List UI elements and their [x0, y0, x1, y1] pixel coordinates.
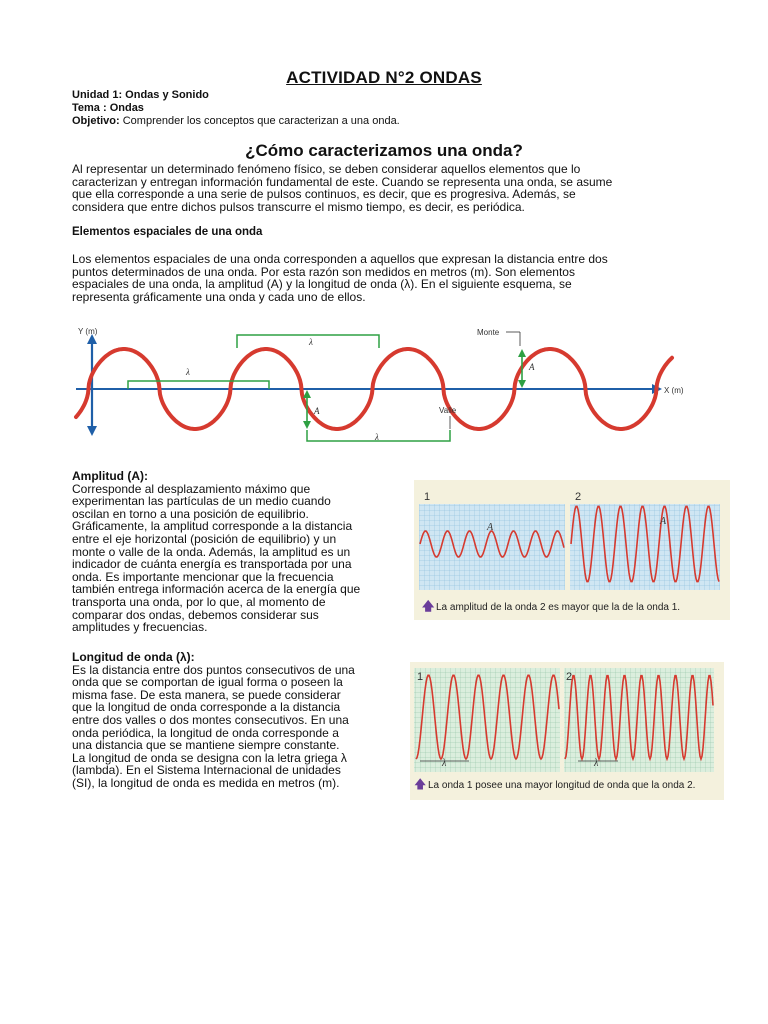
amplitude-line: oscilan en torno a una posición de equilibrio.: [72, 506, 309, 521]
intro-paragraph: [72, 163, 692, 213]
amplitude-figure-svg: [414, 480, 730, 620]
wavelength-line: La longitud de onda se designa con la letra griega λ: [72, 750, 347, 765]
spatial-heading: Elementos espaciales de una onda: [72, 226, 263, 238]
amp-panel-2-symbol: A: [660, 516, 667, 527]
wavelength-line: onda que se comportan de igual forma o poseen la: [72, 675, 343, 690]
intro-line: que ella corresponde a una serie de pulsos continuos, es decir, que es progresiva. Además, se: [72, 187, 576, 202]
wavelength-line: una distancia que se mantiene siempre constante.: [72, 738, 340, 753]
intro-line: considera que entre dichos pulsos transcurre el mismo tiempo, es decir, es periódica.: [72, 199, 525, 214]
meta-block: [72, 89, 400, 128]
amplitude-line: Gráficamente, la amplitud corresponde a la distancia: [72, 519, 353, 534]
lambda-bracket-2: [237, 335, 379, 348]
topic-label: Tema : Ondas: [72, 102, 144, 114]
caption-arrow-icon: 🡅: [422, 599, 435, 613]
wl-panel-1-label: 1: [417, 671, 424, 683]
amp-panel-1-label: 1: [424, 491, 431, 503]
lambda-bracket-1: [128, 381, 269, 389]
crest-label: Monte: [477, 328, 500, 337]
wavelength-caption: La onda 1 posee una mayor longitud de onda que la onda 2.: [428, 780, 696, 791]
spatial-line: representa gráficamente una onda y cada uno de ellos.: [72, 289, 366, 304]
caption-arrow-icon: 🡅: [414, 777, 427, 791]
amplitude-line: entre el eje horizontal (posición de equilibrio) y un: [72, 531, 337, 546]
amplitude-line: experimentan las partículas de un medio cuando: [72, 494, 331, 509]
amplitude-line: onda. Es importante mencionar que la frecuencia: [72, 569, 334, 584]
wavelength-figure-svg: [410, 662, 724, 800]
amplitude-line: también entrega información acerca de la energía que: [72, 582, 361, 597]
amplitude-section: [72, 470, 402, 634]
wave-diagram: [66, 320, 696, 450]
wavelength-figure: [410, 662, 724, 800]
wavelength-line: entre dos valles o dos montes consecutivos. En una: [72, 712, 349, 727]
amplitude-line: indicador de cuánta energía es transportada por una: [72, 557, 352, 572]
wl-panel-2-label: 2: [566, 671, 573, 683]
intro-line: caracterizan y entregan información fundamental de este. Cuando se representa una onda, se asume: [72, 174, 613, 189]
y-axis-label: Y (m): [78, 327, 98, 336]
amplitude-line: comparar dos ondas, debemos considerar sus: [72, 607, 319, 622]
amplitude-heading: Amplitud (A):: [72, 469, 148, 483]
spatial-paragraph: [72, 253, 692, 303]
wavelength-line: (lambda). En el Sistema Internacional de unidades: [72, 763, 341, 778]
wavelength-line: misma fase. De esta manera, se puede considerar: [72, 687, 341, 702]
spatial-line: puntos determinados de una onda. Por esta razón son medidos en metros (m). Son elementos: [72, 264, 575, 279]
wavelength-line: onda periódica, la longitud de onda corresponde a: [72, 725, 339, 740]
x-axis-label: X (m): [664, 386, 684, 395]
wavelength-heading: Longitud de onda (λ):: [72, 650, 195, 664]
unit-label: Unidad 1: Ondas y Sonido: [72, 89, 209, 101]
amplitude-line: transporta una onda, por lo que, al momento de: [72, 594, 326, 609]
amplitude-figure: [414, 480, 730, 620]
question-heading: ¿Cómo caracterizamos una onda?: [245, 141, 523, 160]
lambda-label-2: λ: [309, 337, 313, 347]
wavelength-line: (SI), la longitud de onda es medida en metros (m).: [72, 775, 340, 790]
amp-panel-1-symbol: A: [487, 522, 494, 533]
spatial-line: Los elementos espaciales de una onda corresponden a aquellos que expresan la distancia entre dos: [72, 252, 608, 266]
objective-label: Objetivo:: [72, 115, 120, 127]
lambda-label-3: λ: [375, 432, 379, 442]
lambda-label-1: λ: [186, 367, 190, 377]
amplitude-line: amplitudes y frecuencias.: [72, 620, 208, 635]
wl-panel-2-symbol: λ: [594, 758, 599, 769]
intro-line: Al representar un determinado fenómeno físico, se deben considerar aquellos elementos que lo: [72, 162, 581, 176]
amp-panel-2-label: 2: [575, 491, 582, 503]
amplitude-line: Corresponde al desplazamiento máximo que: [72, 481, 311, 496]
spatial-line: espaciales de una onda, la amplitud (A) y la longitud de onda (λ). En el siguiente esquema, se: [72, 277, 572, 292]
amplitude-line: monte o valle de la onda. Además, la amplitud es un: [72, 544, 351, 559]
wavelength-line: que la longitud de onda corresponde a la distancia: [72, 700, 341, 715]
page-title: ACTIVIDAD N°2 ONDAS: [286, 68, 482, 87]
wavelength-section: [72, 651, 402, 790]
objective-text: Comprender los conceptos que caracterizan a una onda.: [122, 115, 400, 127]
amplitude-label-crest: A: [529, 362, 535, 372]
trough-label: Valle: [439, 406, 457, 415]
wavelength-line: Es la distancia entre dos puntos consecutivos de una: [72, 662, 355, 677]
y-axis-arrow-down: [87, 426, 97, 436]
amplitude-caption: La amplitud de la onda 2 es mayor que la de la onda 1.: [436, 602, 681, 613]
wl-panel-1-symbol: λ: [442, 758, 447, 769]
amplitude-label-trough: A: [314, 406, 320, 416]
